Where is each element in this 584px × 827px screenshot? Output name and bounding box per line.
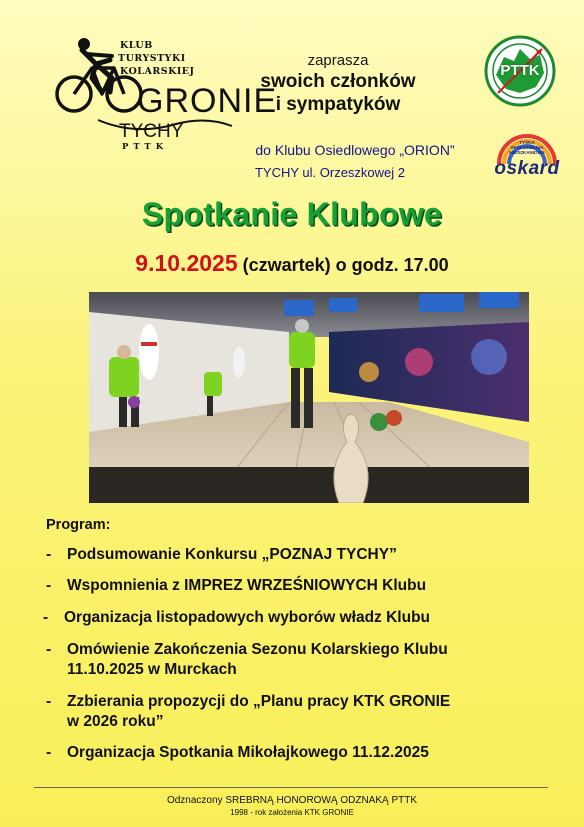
oskard-top-text: TYSKA SPÓŁDZIELNIA MIESZKANIOWA bbox=[509, 140, 545, 155]
program-label: Program: bbox=[46, 517, 111, 533]
program-item-text: Podsumowanie Konkursu „POZNAJ TYCHY” bbox=[67, 546, 397, 563]
bowling-scene-illustration bbox=[89, 292, 529, 503]
program-item-dash: - bbox=[46, 546, 52, 563]
pttk-logo bbox=[484, 35, 556, 107]
date-rest: (czwartek) o godz. 17.00 bbox=[237, 255, 449, 275]
address-line: TYCHY ul. Orzeszkowej 2 bbox=[254, 165, 406, 180]
program-item-dash: - bbox=[46, 693, 52, 710]
program-item-text-line2: 11.10.2025 w Murckach bbox=[67, 661, 237, 678]
invite-line-3: i sympatyków bbox=[275, 94, 401, 115]
program-item-dash: - bbox=[46, 577, 52, 594]
page-title: Spotkanie Klubowe bbox=[141, 196, 443, 232]
bowling-alley-photo bbox=[89, 292, 529, 503]
program-item-text: Omówienie Zakończenia Sezonu Kolarskiego Klubu bbox=[67, 641, 448, 658]
program-item-dash: - bbox=[43, 609, 49, 626]
date-line bbox=[0, 250, 584, 277]
program-item-text: Zzbierania propozycji do „Planu pracy KTK GRONIE bbox=[67, 693, 451, 710]
logo-club-name: GRONIE bbox=[137, 82, 278, 120]
program-item-text: Organizacja Spotkania Mikołajkowego 11.12.2025 bbox=[67, 744, 429, 761]
program-item-dash: - bbox=[46, 641, 52, 658]
program-item-text: Wspomnienia z IMPREZ WRZEŚNIOWYCH Klubu bbox=[67, 577, 427, 594]
footer-founded-line: 1998 - rok założenia KTK GRONIE bbox=[230, 808, 354, 817]
pttk-logo-text: PTTK bbox=[500, 62, 540, 79]
venue-line: do Klubu Osiedlowego „ORION” bbox=[255, 142, 455, 158]
oskard-logo bbox=[485, 132, 569, 182]
logo-org: PTTK bbox=[122, 142, 169, 152]
logo-line-kolarskiej: KOLARSKIEJ bbox=[120, 66, 195, 77]
footer-divider bbox=[34, 787, 548, 788]
invite-line-2: swoich członków bbox=[260, 71, 416, 92]
logo-line-turystyki: TURYSTYKI bbox=[118, 53, 186, 64]
logo-city: TYCHY bbox=[119, 121, 184, 142]
footer-award-line: Odznaczony SREBRNĄ HONOROWĄ ODZNAKĄ PTTK bbox=[166, 795, 418, 806]
club-logo bbox=[52, 34, 278, 159]
program-item-text-line2: w 2026 roku” bbox=[67, 713, 164, 730]
program-item-text: Organizacja listopadowych wyborów władz Klubu bbox=[64, 609, 431, 626]
logo-line-klub: KLUB bbox=[120, 40, 153, 51]
invite-line-1: zaprasza bbox=[307, 52, 369, 69]
oskard-name: oskard bbox=[494, 158, 560, 179]
program-item-dash: - bbox=[46, 744, 52, 761]
date-value: 9.10.2025 bbox=[135, 250, 238, 276]
